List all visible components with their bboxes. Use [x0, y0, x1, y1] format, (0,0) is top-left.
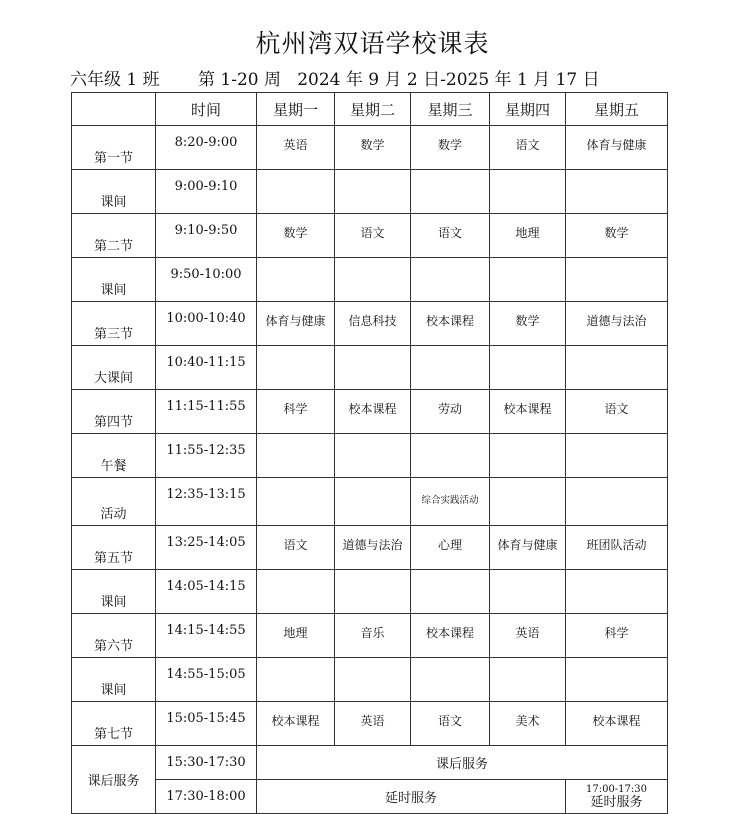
- period-label: 课间: [72, 258, 156, 302]
- period-time: 9:10-9:50: [156, 214, 257, 258]
- header-row: [72, 93, 668, 126]
- period-label: 第四节: [72, 390, 156, 434]
- subject-cell: [566, 434, 668, 478]
- period-label: 课间: [72, 570, 156, 614]
- subject-cell: [257, 170, 335, 214]
- subject-cell: 语文: [490, 126, 566, 170]
- period-time: 11:55-12:35: [156, 434, 257, 478]
- subject-cell: [257, 346, 335, 390]
- subject-cell: [490, 170, 566, 214]
- subject-cell: 音乐: [335, 614, 411, 658]
- subject-cell: [411, 570, 490, 614]
- subject-cell: 校本课程: [490, 390, 566, 434]
- subject-cell: 科学: [257, 390, 335, 434]
- subject-cell: [566, 258, 668, 302]
- subject-cell: [566, 658, 668, 702]
- subject-cell: 心理: [411, 526, 490, 570]
- subject-cell: 体育与健康: [566, 126, 668, 170]
- after-school-service: 课后服务: [257, 746, 668, 780]
- period-time: 9:50-10:00: [156, 258, 257, 302]
- table-row: [72, 570, 668, 614]
- period-time: 10:00-10:40: [156, 302, 257, 346]
- subject-cell: [335, 170, 411, 214]
- service-time-1: 15:30-17:30: [156, 746, 257, 780]
- subject-cell: [490, 434, 566, 478]
- subject-cell: [257, 658, 335, 702]
- subject-cell: 校本课程: [566, 702, 668, 746]
- subject-cell: [411, 170, 490, 214]
- subject-cell: [335, 570, 411, 614]
- header-monday: 星期一: [257, 93, 335, 126]
- table-row: [72, 526, 668, 570]
- subject-cell: 数学: [411, 126, 490, 170]
- subject-cell: 校本课程: [335, 390, 411, 434]
- date-range: 2024 年 9 月 2 日-2025 年 1 月 17 日: [297, 70, 600, 90]
- subject-cell: [257, 258, 335, 302]
- subject-cell: 校本课程: [411, 614, 490, 658]
- period-time: 11:15-11:55: [156, 390, 257, 434]
- subject-cell: [411, 258, 490, 302]
- subject-cell: 道德与法治: [335, 526, 411, 570]
- service-row-2: [72, 780, 668, 814]
- subject-cell: 语文: [411, 702, 490, 746]
- subject-cell: [566, 570, 668, 614]
- subject-cell: 数学: [335, 126, 411, 170]
- period-label: 第三节: [72, 302, 156, 346]
- subject-cell: 道德与法治: [566, 302, 668, 346]
- header-time: 时间: [156, 93, 257, 126]
- table-row: [72, 302, 668, 346]
- subject-cell: [411, 658, 490, 702]
- service-label: 课后服务: [72, 746, 156, 814]
- period-time: 12:35-13:15: [156, 478, 257, 526]
- subject-cell: 科学: [566, 614, 668, 658]
- period-time: 14:05-14:15: [156, 570, 257, 614]
- subject-cell: 语文: [335, 214, 411, 258]
- subject-cell: [257, 570, 335, 614]
- subject-cell: [335, 434, 411, 478]
- subject-cell: 劳动: [411, 390, 490, 434]
- table-row: [72, 346, 668, 390]
- friday-extended-service: [566, 780, 668, 814]
- subject-cell: [566, 170, 668, 214]
- subject-cell: 英语: [335, 702, 411, 746]
- subject-cell: 数学: [566, 214, 668, 258]
- subject-cell: [490, 258, 566, 302]
- subject-cell: 体育与健康: [257, 302, 335, 346]
- subject-cell: 地理: [490, 214, 566, 258]
- subject-cell: 英语: [257, 126, 335, 170]
- subject-cell: 地理: [257, 614, 335, 658]
- subject-cell: [490, 346, 566, 390]
- subject-cell: 校本课程: [257, 702, 335, 746]
- period-label: 活动: [72, 478, 156, 526]
- subject-cell: [335, 258, 411, 302]
- period-time: 15:05-15:45: [156, 702, 257, 746]
- subject-cell: 校本课程: [411, 302, 490, 346]
- subject-cell: [490, 570, 566, 614]
- period-time: 14:15-14:55: [156, 614, 257, 658]
- header-corner: [72, 93, 156, 126]
- subject-cell: 美术: [490, 702, 566, 746]
- subject-cell: 综合实践活动: [411, 478, 490, 526]
- header-friday: 星期五: [566, 93, 668, 126]
- table-row: [72, 614, 668, 658]
- period-time: 10:40-11:15: [156, 346, 257, 390]
- subject-cell: [335, 346, 411, 390]
- subject-cell: [566, 346, 668, 390]
- table-row: [72, 390, 668, 434]
- period-label: 课间: [72, 658, 156, 702]
- service-time-2: 17:30-18:00: [156, 780, 257, 814]
- subject-cell: [566, 478, 668, 526]
- subject-cell: 语文: [411, 214, 490, 258]
- subject-cell: 英语: [490, 614, 566, 658]
- period-time: 13:25-14:05: [156, 526, 257, 570]
- subject-cell: 数学: [490, 302, 566, 346]
- table-row: [72, 702, 668, 746]
- table-row: [72, 434, 668, 478]
- service-row-1: [72, 746, 668, 780]
- subject-cell: [257, 434, 335, 478]
- header-thursday: 星期四: [490, 93, 566, 126]
- subject-cell: 体育与健康: [490, 526, 566, 570]
- period-label: 第五节: [72, 526, 156, 570]
- period-label: 第一节: [72, 126, 156, 170]
- table-row: [72, 258, 668, 302]
- friday-extended-time: 17:00-17:30: [585, 783, 647, 795]
- subject-cell: 班团队活动: [566, 526, 668, 570]
- extended-service: 延时服务: [257, 780, 566, 814]
- subject-cell: [335, 478, 411, 526]
- table-row: [72, 126, 668, 170]
- period-label: 第六节: [72, 614, 156, 658]
- header-tuesday: 星期二: [335, 93, 411, 126]
- subject-cell: 信息科技: [335, 302, 411, 346]
- subject-cell: 语文: [566, 390, 668, 434]
- week-range: 第 1-20 周: [198, 70, 281, 90]
- subject-cell: [411, 346, 490, 390]
- period-label: 大课间: [72, 346, 156, 390]
- period-label: 课间: [72, 170, 156, 214]
- header-wednesday: 星期三: [411, 93, 490, 126]
- table-row: [72, 658, 668, 702]
- subject-cell: [411, 434, 490, 478]
- table-row: [72, 478, 668, 526]
- subject-cell: 语文: [257, 526, 335, 570]
- period-time: 14:55-15:05: [156, 658, 257, 702]
- period-time: 8:20-9:00: [156, 126, 257, 170]
- class-name: 六年级 1 班: [70, 70, 160, 90]
- period-label: 第七节: [72, 702, 156, 746]
- table-row: [72, 214, 668, 258]
- page-title: 杭州湾双语学校课表: [255, 29, 490, 58]
- table-row: [72, 170, 668, 214]
- subject-cell: 数学: [257, 214, 335, 258]
- friday-extended-label: 延时服务: [590, 794, 643, 810]
- period-label: 第二节: [72, 214, 156, 258]
- subject-cell: [257, 478, 335, 526]
- subject-cell: [490, 658, 566, 702]
- period-time: 9:00-9:10: [156, 170, 257, 214]
- subject-cell: [490, 478, 566, 526]
- schedule-subtitle: [70, 65, 670, 90]
- subject-cell: [335, 658, 411, 702]
- period-label: 午餐: [72, 434, 156, 478]
